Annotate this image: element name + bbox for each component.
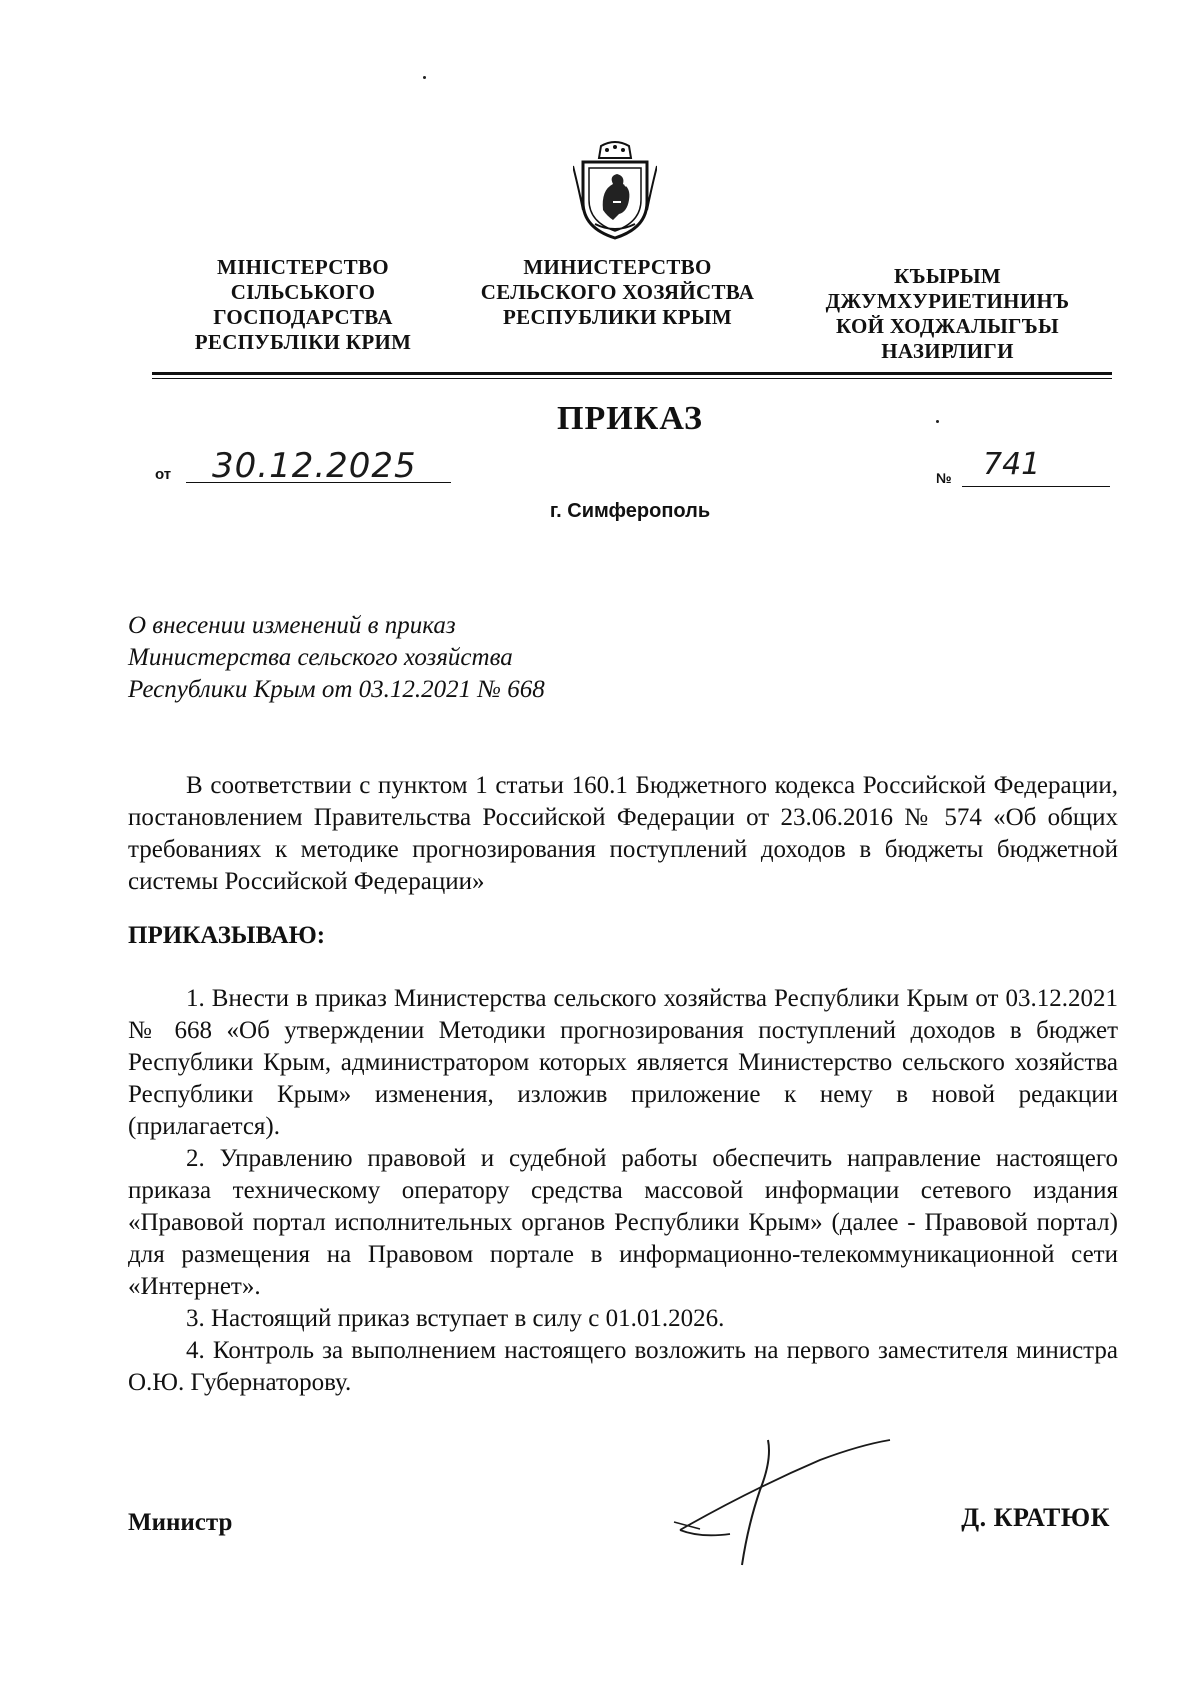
header-line: РЕСПУБЛІКИ КРИМ	[194, 330, 412, 354]
ministry-name-crimean-tatar	[805, 264, 1090, 364]
header-line: РЕСПУБЛИКИ КРЫМ	[503, 305, 732, 329]
header-line: ДЖУМХУРИЕТИНИНЪ	[825, 289, 1070, 313]
basis-paragraph: В соответствии с пунктом 1 статьи 160.1 Бюджетного кодекса Российской Федерации, постановлением Правительства Российской Федерации от 23.06.2016 № 574 «Об общих требованиях к методике прогнозирования поступлений доходов в бюджеты бюджетной системы Российской Федерации»	[128, 772, 1118, 895]
subject-line: О внесении изменений в приказ	[128, 612, 456, 639]
header-line: СІЛЬСЬКОГО	[230, 280, 376, 304]
handwritten-number: 741	[983, 447, 1041, 482]
crimea-coat-of-arms-icon	[573, 140, 657, 240]
header-line: МІНІСТЕРСТВО	[217, 255, 389, 279]
signer-name: Д. КРАТЮК	[961, 1503, 1110, 1532]
signer-position: Министр	[128, 1509, 233, 1536]
number-label: №	[936, 470, 952, 486]
header-line: ГОСПОДАРСТВА	[213, 305, 393, 329]
header-line: МИНИСТЕРСТВО	[523, 255, 712, 279]
handwritten-signature	[660, 1430, 900, 1580]
date-label: от	[155, 466, 172, 483]
header-line: КЪЫРЫМ	[894, 264, 1001, 288]
scan-speck	[423, 76, 426, 79]
header-line: СЕЛЬСКОГО ХОЗЯЙСТВА	[480, 280, 755, 304]
order-title: ПРИКАЗ	[557, 400, 703, 437]
order-item: 3. Настоящий приказ вступает в силу с 01.01.2026.	[186, 1305, 725, 1332]
ministry-name-ukrainian	[178, 255, 428, 355]
scan-speck	[936, 420, 939, 423]
order-item: 2. Управлению правовой и судебной работы обеспечить направление настоящего приказа техническому оператору средства массовой информации сетевого издания «Правовой портал исполнительных органов Республики Крым» (далее - Правовой портал) для размещения на Правовом портале в информационно-телекоммуникационной сети «Интернет».	[128, 1145, 1118, 1300]
subject-line: Республики Крым от 03.12.2021 № 668	[128, 676, 545, 703]
ministry-name-russian	[465, 255, 770, 330]
legal-basis	[128, 770, 1118, 898]
order-item: 1. Внести в приказ Министерства сельского хозяйства Республики Крым от 03.12.2021 № 668 «Об утверждении Методики прогнозирования поступлений доходов в бюджет Республики Крым, администратором которых является Министерство сельского хозяйства Республики Крым» изменения, изложив приложение к нему в новой редакции (прилагается).	[128, 985, 1118, 1140]
order-item: 4. Контроль за выполнением настоящего возложить на первого заместителя министра О.Ю. Губернаторову.	[128, 1337, 1118, 1396]
header-divider	[152, 372, 1112, 375]
subject-line: Министерства сельского хозяйства	[128, 644, 513, 671]
header-line: НАЗИРЛИГИ	[881, 339, 1014, 363]
handwritten-date: 30.12.2025	[212, 446, 417, 486]
order-items	[128, 983, 1118, 1399]
header-line: КОЙ ХОДЖАЛЫГЪЫ	[836, 314, 1059, 338]
city: г. Симферополь	[549, 500, 711, 522]
header-divider-thin	[152, 378, 1112, 379]
order-subject	[128, 610, 728, 706]
number-underline	[962, 486, 1110, 487]
order-verb: ПРИКАЗЫВАЮ:	[128, 922, 326, 949]
